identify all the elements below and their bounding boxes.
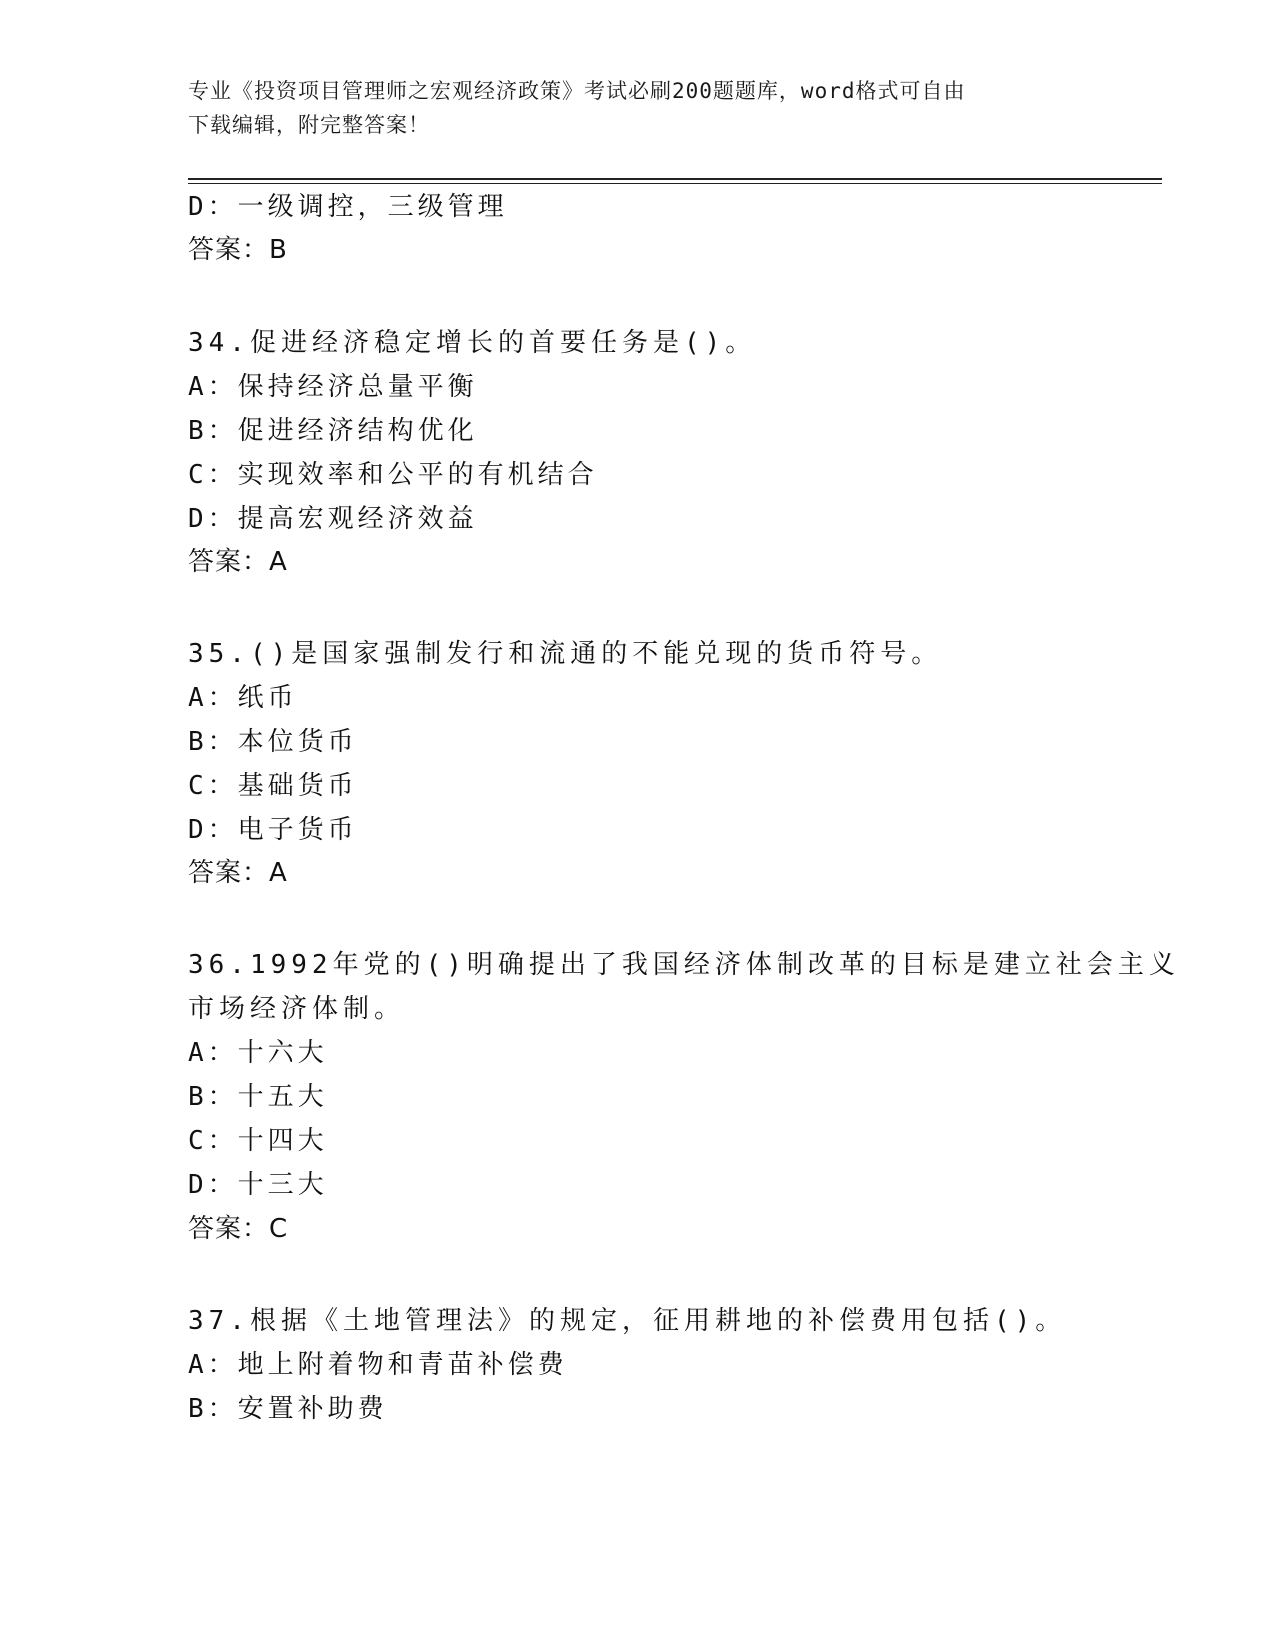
q36-option-d: D：十三大 xyxy=(188,1170,328,1200)
q36-stem-line-1: 36.1992年党的()明确提出了我国经济体制改革的目标是建立社会主义 xyxy=(188,950,1180,980)
q35-stem: 35.()是国家强制发行和流通的不能兑现的货币符号。 xyxy=(188,639,943,669)
q34-stem: 34.促进经济稳定增长的首要任务是()。 xyxy=(188,328,757,358)
q36-option-c: C：十四大 xyxy=(188,1126,328,1156)
header-line-2: 下载编辑，附完整答案！ xyxy=(188,113,430,137)
q34-option-d: D：提高宏观经济效益 xyxy=(188,504,478,534)
q35-answer: 答案：A xyxy=(188,858,288,888)
q37-option-a: A：地上附着物和青苗补偿费 xyxy=(188,1350,568,1380)
q36-answer: 答案：C xyxy=(188,1214,289,1244)
header-line-1: 专业《投资项目管理师之宏观经济政策》考试必刷200题题库，word格式可自由 xyxy=(188,79,966,103)
q36-option-b: B：十五大 xyxy=(188,1082,328,1112)
q36-stem-line-2: 市场经济体制。 xyxy=(188,994,406,1024)
prev-answer: 答案：B xyxy=(188,235,288,265)
prev-option-d: D：一级调控，三级管理 xyxy=(188,192,508,222)
q34-option-c: C：实现效率和公平的有机结合 xyxy=(188,460,598,490)
q34-option-b: B：促进经济结构优化 xyxy=(188,416,478,446)
q34-option-a: A：保持经济总量平衡 xyxy=(188,372,478,402)
q35-option-d: D：电子货币 xyxy=(188,815,358,845)
q34-answer: 答案：A xyxy=(188,547,288,577)
header-rule-thick xyxy=(188,178,1162,180)
q35-option-b: B：本位货币 xyxy=(188,727,358,757)
header-rule-thin xyxy=(188,183,1162,184)
q37-option-b: B：安置补助费 xyxy=(188,1394,388,1424)
q37-stem: 37.根据《土地管理法》的规定，征用耕地的补偿费用包括()。 xyxy=(188,1306,1067,1336)
q36-option-a: A：十六大 xyxy=(188,1038,328,1068)
q35-option-c: C：基础货币 xyxy=(188,771,358,801)
q35-option-a: A：纸币 xyxy=(188,683,298,713)
document-header xyxy=(188,74,1068,142)
